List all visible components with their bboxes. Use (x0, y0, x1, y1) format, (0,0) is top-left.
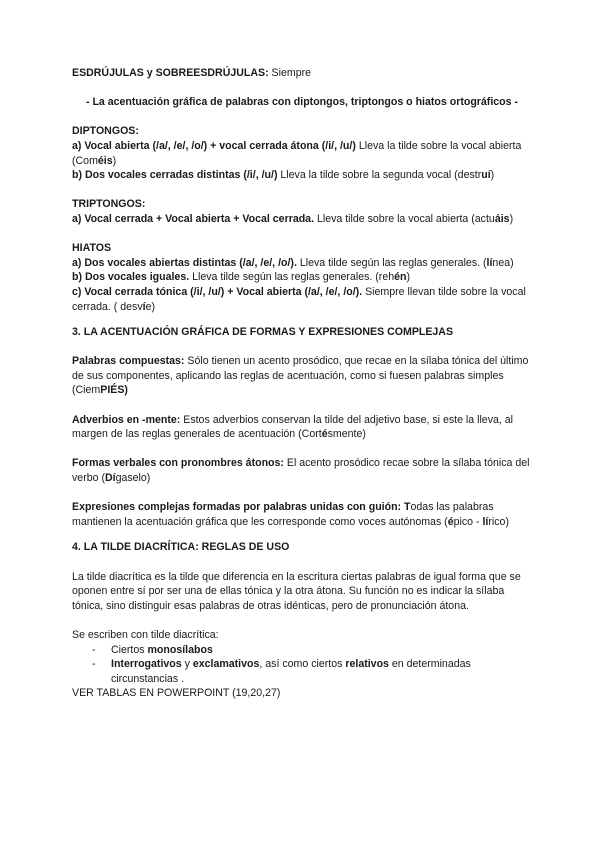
expresiones-complejas: Expresiones complejas formadas por palabras unidas con guión: Todas las palabras mantienen la acentuación gráfica que les corresponde como voces autónomas (épico - lírico) (72, 501, 509, 528)
hiatos-rule-c: c) Vocal cerrada tónica (/i/, /u/) + Vocal abierta (/a/, /e/, /o/). Siempre llevan tilde sobre la vocal cerrada. ( desvíe) (72, 285, 526, 313)
hiatos-heading: HIATOS (72, 242, 112, 255)
diptongos-rule-b: b) Dos vocales cerradas distintas (/i/, /u/) Lleva la tilde sobre la segunda vocal (destruí) (72, 169, 495, 182)
intro-line: - La acentuación gráfica de palabras con diptongos, triptongos o hiatos ortográficos - (85, 96, 519, 109)
section-3-title: 3. LA ACENTUACIÓN GRÁFICA DE FORMAS Y EXPRESIONES COMPLEJAS (72, 326, 454, 339)
section-4-title: 4. LA TILDE DIACRÍTICA: REGLAS DE USO (72, 541, 290, 554)
list-item: - Ciertos monosílabos (92, 643, 532, 658)
adverbios-mente: Adverbios en -mente: Estos adverbios conservan la tilde del adjetivo base, si este la lleva, al margen de las reglas generales de acentuación (Cortésmente) (72, 413, 514, 441)
formas-verbales: Formas verbales con pronombres átonos: El acento prosódico recae sobre la sílaba tónica del verbo (Dígaselo) (72, 457, 530, 485)
diptongos-rule-a: a) Vocal abierta (/a/, /e/, /o/) + vocal cerrada átona (/i/, /u/) Lleva la tilde sobre la vocal abierta (Coméis) (72, 139, 522, 167)
triptongos-heading: TRIPTONGOS: (72, 198, 146, 211)
list-item: - Interrogativos y exclamativos, así como ciertos relativos en determinadas circunstancias . (92, 657, 532, 686)
hiatos-rule-b: b) Dos vocales iguales. Lleva tilde según las reglas generales. (rehén) (72, 271, 411, 284)
ver-tablas-note: VER TABLAS EN POWERPOINT (19,20,27) (72, 687, 281, 700)
diptongos-heading: DIPTONGOS: (72, 125, 139, 138)
triptongos-rule-a: a) Vocal cerrada + Vocal abierta + Vocal cerrada. Lleva tilde sobre la vocal abierta (actuáis) (72, 212, 514, 225)
document-page (72, 66, 532, 701)
diacritica-list (72, 643, 532, 687)
se-escriben-label: Se escriben con tilde diacrítica: (72, 628, 219, 641)
hiatos-rule-a: a) Dos vocales abiertas distintas (/a/, /e/, /o/). Lleva tilde según las reglas generales. (línea) (72, 256, 514, 269)
palabras-compuestas: Palabras compuestas: Sólo tienen un acento prosódico, que recae en la sílaba tónica del último de sus componentes, aplicando las reglas de acentuación, como si fuesen palabras simples (CiemPIÉS) (72, 355, 529, 397)
esdrujulas-rule: ESDRÚJULAS y SOBREESDRÚJULAS: Siempre (72, 67, 311, 79)
diacritica-paragraph: La tilde diacrítica es la tilde que diferencia en la escritura ciertas palabras de igual forma que se oponen entre sí por ser una de ellas tónica y la otra átona. Su función no es indicar la sílaba tónica, sino distinguir esas palabras de otras idénticas, pero de pronunciación átona. (72, 570, 521, 612)
